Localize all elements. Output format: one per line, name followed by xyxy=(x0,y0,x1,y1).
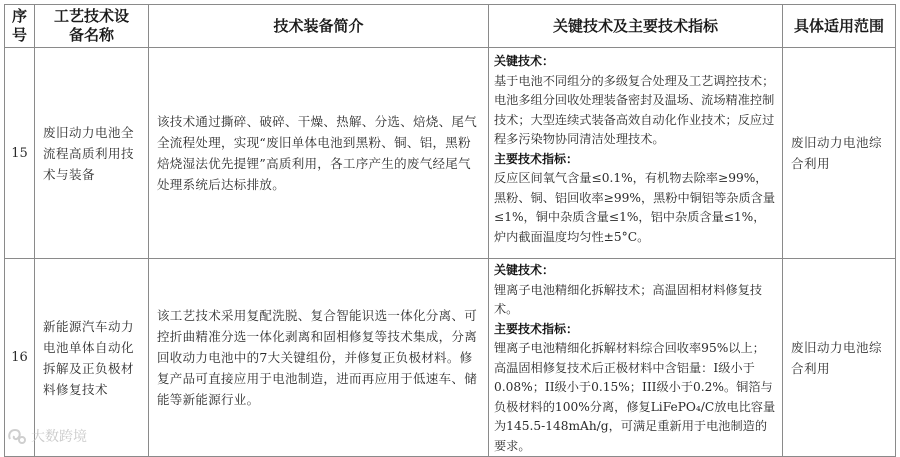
header-scope: 具体适用范围 xyxy=(783,5,896,48)
key-tech-cell xyxy=(489,259,783,457)
watermark-text: 大数跨境 xyxy=(31,429,87,445)
tech-table xyxy=(4,4,896,457)
process-name: 新能源汽车动力电池单体自动化拆解及正负极材料修复技术 xyxy=(35,259,149,457)
table-row xyxy=(5,259,896,457)
key-tech-cell xyxy=(489,48,783,259)
header-seq: 序号 xyxy=(5,5,35,48)
scope-cell: 废旧动力电池综合利用 xyxy=(783,48,896,259)
tech-intro: 该工艺技术采用复配洗脱、复合智能识选一体化分离、可控折曲精准分选一体化剥离和固相修复等技术集成，分离回收动力电池中的7大关键组份，并修复正负极材料。修复产品可直接应用于电池制造，进而再应用于低速车、储能等新能源行业。 xyxy=(149,259,489,457)
index-text: 反应区间氧气含量≤0.1%，有机物去除率≥99%，黑粉、铜、铝回收率≥99%，黑粉中铜铝等杂质含量≤1%，铜中杂质含量≤1%，铝中杂质含量≤1%，炉内截面温度均匀性±5°C。 xyxy=(494,171,776,244)
key-tech-text: 锂离子电池精细化拆解技术；高温固相材料修复技术。 xyxy=(494,282,763,316)
scope-cell: 废旧动力电池综合利用 xyxy=(783,259,896,457)
header-name: 工艺技术设备名称 xyxy=(35,5,149,48)
watermark-logo-icon xyxy=(6,427,28,445)
header-intro: 技术装备简介 xyxy=(149,5,489,48)
key-tech-title: 关键技术： xyxy=(494,263,555,277)
watermark xyxy=(6,426,87,446)
index-title: 主要技术指标： xyxy=(494,151,579,166)
table-row xyxy=(5,48,896,259)
row-number: 15 xyxy=(5,48,35,259)
tech-intro: 该技术通过撕碎、破碎、干燥、热解、分选、焙烧、尾气全流程处理，实现“废旧单体电池到黑粉、铜、铝，黑粉焙烧湿法优先提锂”高质利用，各工序产生的废气经尾气处理系统后达标排放。 xyxy=(149,48,489,259)
process-name: 废旧动力电池全流程高质利用技术与装备 xyxy=(35,48,149,259)
index-title: 主要技术指标： xyxy=(494,321,579,336)
index-text: 锂离子电池精细化拆解材料综合回收率95%以上；高温固相修复技术后正极材料中含铝量：I级小于0.08%；II级小于0.15%；III级小于0.2%。铜箔与负极材料的100%分离，修复LiFePO₄/C放电比容量为145.5-148mAh/g，可满足重新用于电池制造的要求。 xyxy=(494,341,776,453)
header-key: 关键技术及主要技术指标 xyxy=(489,5,783,48)
key-tech-title: 关键技术： xyxy=(494,54,555,68)
header-row xyxy=(5,5,896,48)
row-number: 16 xyxy=(5,259,35,457)
key-tech-text: 基于电池不同组分的多级复合处理及工艺调控技术；电池多组分回收处理装备密封及温场、流场精准控制技术；大型连续式装备高效自动化作业技术；反应过程多污染物协同清洁处理技术。 xyxy=(494,73,775,146)
